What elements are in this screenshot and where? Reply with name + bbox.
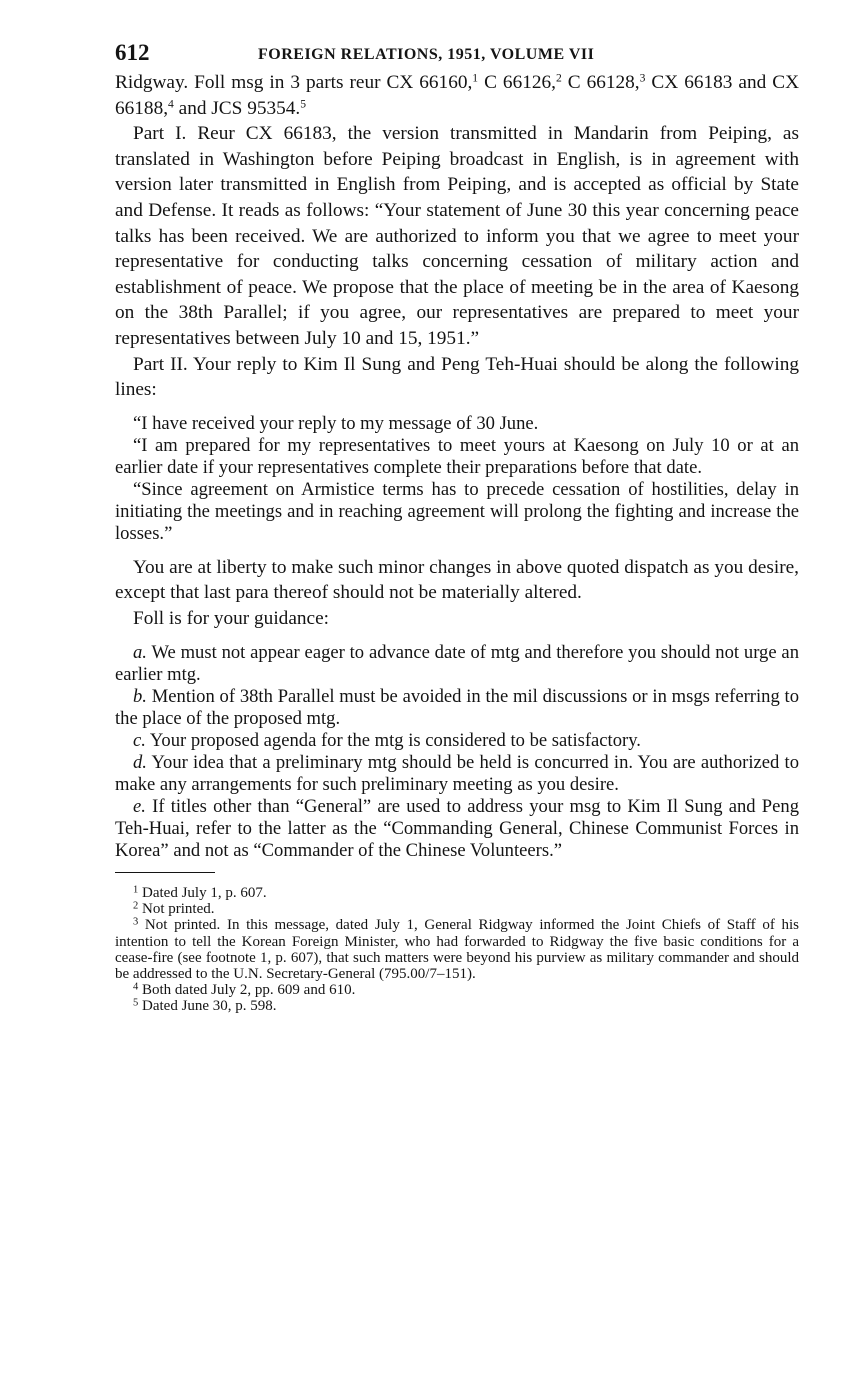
- footnote-ref: 5: [300, 97, 307, 111]
- quote-line: “I am prepared for my representatives to meet yours at Kaesong on July 10 or at an earlier date if your representatives complete their preparations before that date.: [115, 434, 799, 478]
- item-letter: e.: [133, 795, 146, 817]
- footnote-ref: 4: [168, 97, 174, 111]
- footnote-ref: 3: [639, 71, 646, 85]
- part-two-paragraph: Part II. Your reply to Kim Il Sung and Peng Teh-Huai should be along the following lines:: [115, 353, 799, 401]
- body-text: [115, 70, 799, 403]
- footnote-ref: 1: [472, 71, 479, 85]
- footnote-mark: 5: [133, 997, 139, 1009]
- intro-paragraph: Ridgway. Foll msg in 3 parts reur CX 66160,$^1$ C 66126,$^2$ C 66128,$^3$ CX 66183 and CX 66188,$^4$ and JCS 95354.$^5$: [115, 71, 800, 119]
- page-header: [115, 40, 799, 70]
- guidance-intro: Foll is for your guidance:: [133, 607, 329, 629]
- guidance-item: c. Your proposed agenda for the mtg is considered to be satisfactory.: [133, 729, 641, 751]
- guidance-item: b. Mention of 38th Parallel must be avoided in the mil discussions or in msgs referring to the place of the proposed mtg.: [115, 685, 799, 729]
- guidance-item: e. If titles other than “General” are used to address your msg to Kim Il Sung and Peng Teh-Huai, refer to the latter as the “Commanding General, Chinese Communist Forces in Korea” and not as “Commander of the Chinese Volunteers.”: [115, 795, 799, 861]
- running-head: FOREIGN RELATIONS, 1951, VOLUME VII: [258, 46, 595, 63]
- footnote-divider: [115, 872, 215, 874]
- document-page: [115, 40, 799, 1015]
- part-one-paragraph: Part I. Reur CX 66183, the version transmitted in Mandarin from Peiping, as translated in Washington before Peiping broadcast in English, is in agreement with version later transmitted in English from Peiping, and is accepted as official by State and Defense. It reads as follows: “Your statement of June 30 this year concerning peace talks has been received. We are authorized to inform you that we agree to meet your representative for conducting talks concerning cessation of military action and establishment of peace. We propose that the place of meeting be in the area of Kaesong on the 38th Parallel; if you agree, our representatives are prepared to meet your representatives between July 10 and 15, 1951.”: [115, 123, 799, 349]
- body-text-continued: [115, 555, 799, 632]
- item-letter: b.: [133, 685, 147, 707]
- footnote: $^4$ Both dated July 2, pp. 609 and 610.: [133, 981, 356, 999]
- footnote-mark: 3: [133, 916, 139, 928]
- footnote: $^2$ Not printed.: [133, 900, 215, 918]
- guidance-list: [115, 642, 799, 862]
- item-letter: d.: [133, 751, 147, 773]
- quoted-reply: [115, 413, 799, 545]
- page-number: 612: [115, 40, 150, 65]
- footnote: $^5$ Dated June 30, p. 598.: [133, 997, 277, 1015]
- item-letter: a.: [133, 641, 147, 663]
- footnote-mark: 1: [133, 884, 139, 896]
- item-letter: c.: [133, 729, 146, 751]
- quote-line: “Since agreement on Armistice terms has to precede cessation of hostilities, delay in initiating the meetings and in reaching agreement will prolong the fighting and increase the losses.”: [115, 478, 799, 544]
- footnote: $^3$ Not printed. In this message, dated July 1, General Ridgway informed the Joint Chiefs of Staff of his intention to tell the Korean Foreign Minister, who had forwarded to Ridgway the five basic conditions for a cease-fire (see footnote 1, p. 607), that such matters were beyond his purview as military commander and should be addressed to the U.N. Secretary-General (795.00/7–151).: [115, 916, 799, 983]
- quote-line: “I have received your reply to my message of 30 June.: [133, 412, 539, 434]
- footnote-mark: 2: [133, 900, 139, 912]
- footnotes: [115, 885, 799, 1015]
- footnote-ref: 2: [555, 71, 562, 85]
- liberty-paragraph: You are at liberty to make such minor changes in above quoted dispatch as you desire, except that last para thereof should not be materially altered.: [115, 556, 799, 604]
- footnote-mark: 4: [133, 981, 139, 993]
- guidance-item: a. We must not appear eager to advance date of mtg and therefore you should not urge an earlier mtg.: [115, 641, 799, 685]
- guidance-item: d. Your idea that a preliminary mtg should be held is concurred in. You are authorized to make any arrangements for such preliminary meeting as you desire.: [115, 751, 799, 795]
- footnote: $^1$ Dated July 1, p. 607.: [133, 884, 267, 901]
